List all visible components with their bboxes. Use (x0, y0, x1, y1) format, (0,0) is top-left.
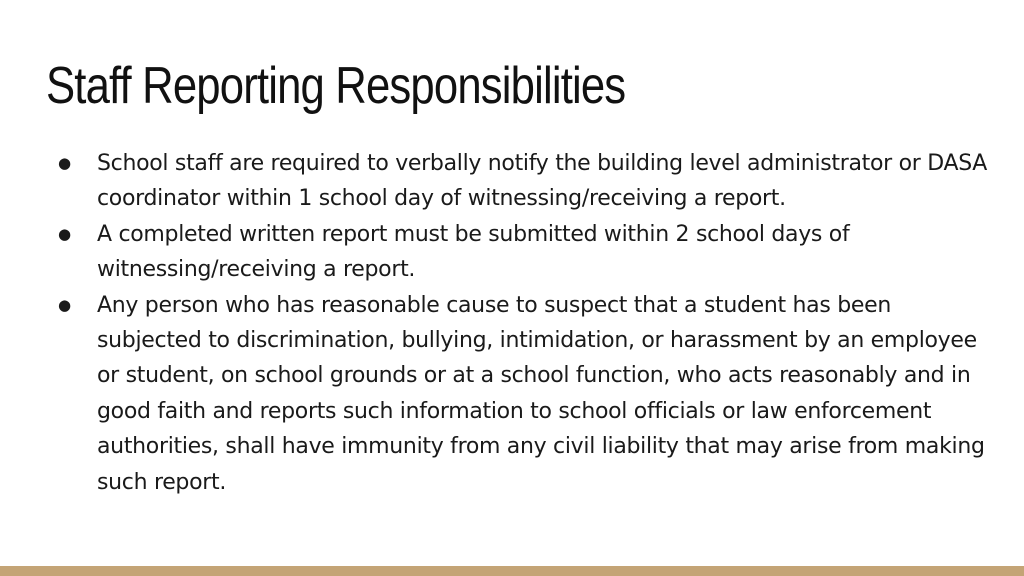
bullet-list (58, 146, 988, 500)
slide-title: Staff Reporting Responsibilities (46, 57, 626, 115)
bullet-dot-icon: ● (58, 295, 71, 314)
bullet-dot-icon: ● (58, 224, 71, 243)
accent-bar (0, 566, 1024, 576)
bullet-dot-icon: ● (58, 154, 71, 172)
bullet-item (58, 217, 988, 288)
bullet-text: A completed written report must be submitted within 2 school days of witnessing/receiving a report. (97, 221, 850, 283)
bullet-item (58, 146, 988, 217)
bullet-text: School staff are required to verbally notify the building level administrator or DASA coordinator within 1 school day of witnessing/receiving a report. (97, 151, 988, 212)
bullet-text: Any person who has reasonable cause to suspect that a student has been subjected to discrimination, bullying, intimidation, or harassment by an employee or student, on school grounds or at a school function, who acts reasonably and in good faith and reports such information to school officials or law enforcement authorities, shall have immunity from any civil liability that may arise from making such report. (97, 292, 985, 495)
bullet-item (58, 288, 988, 500)
